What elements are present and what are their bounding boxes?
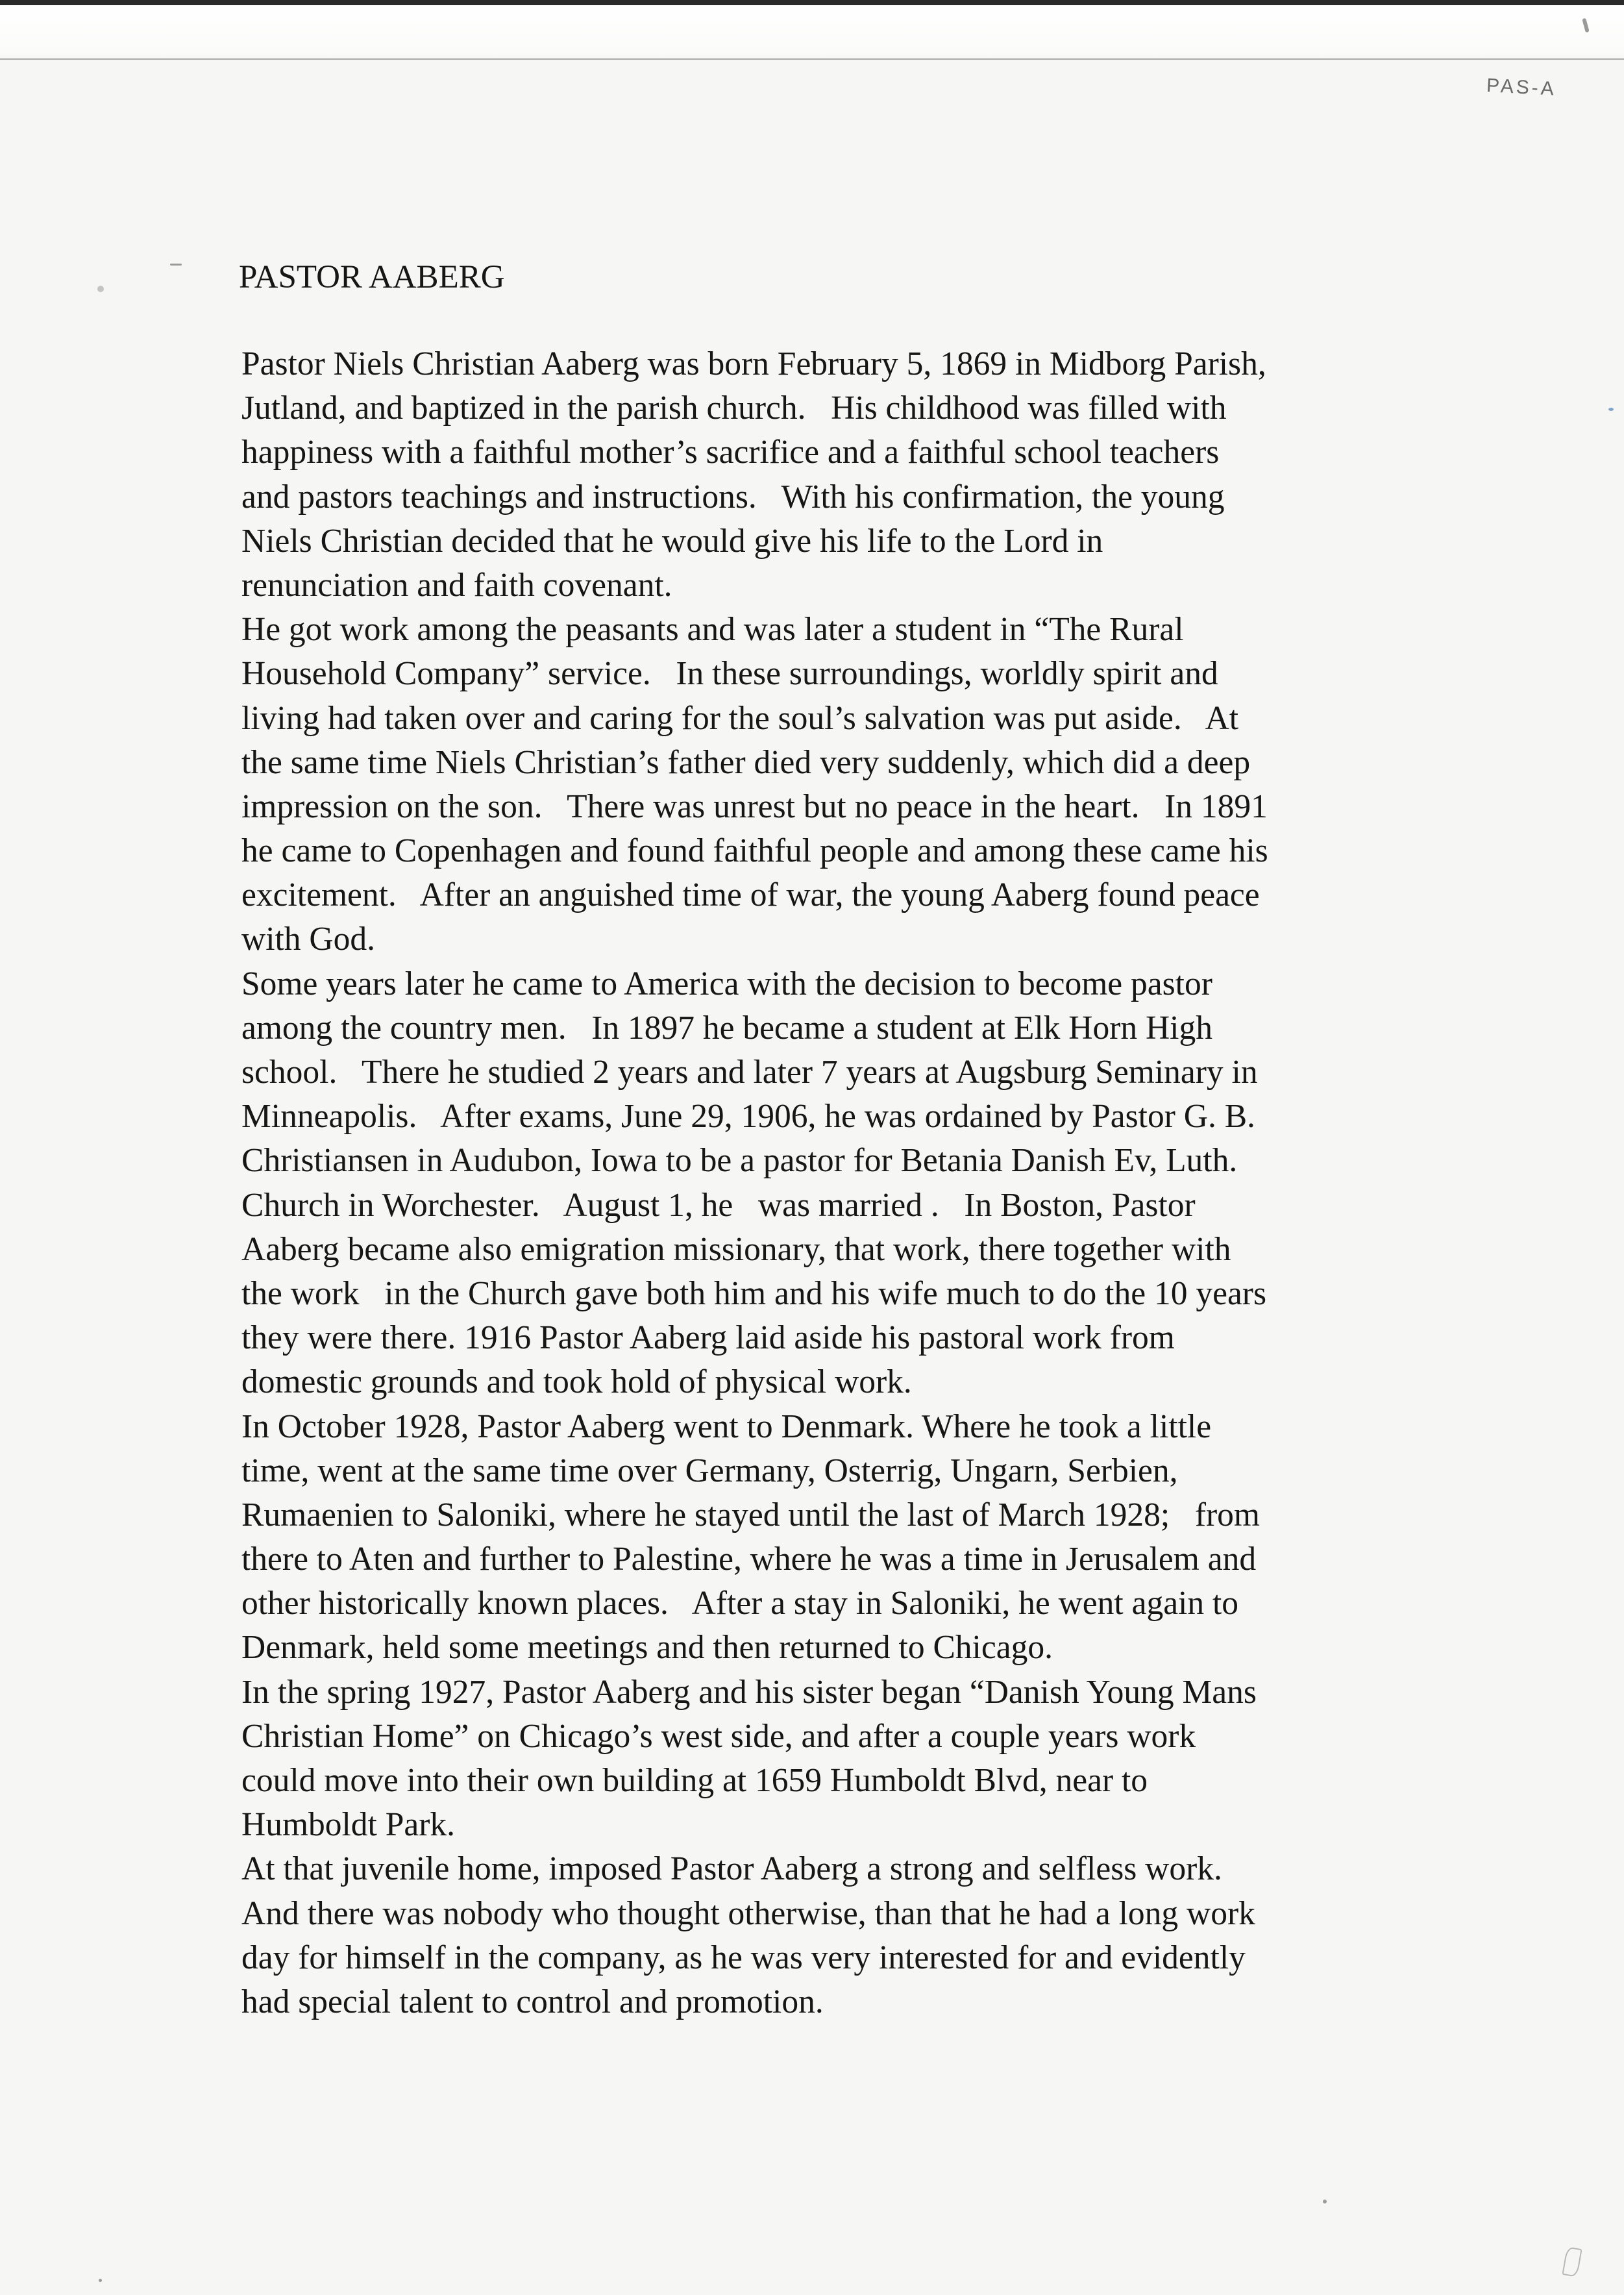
handwritten-corner-mark: PAS-A: [1486, 75, 1557, 100]
body-text-line: they were there. 1916 Pastor Aaberg laid aside his pastoral work from: [241, 1319, 1175, 1357]
scan-top-margin: [0, 0, 1624, 62]
scan-speck: [1562, 2246, 1582, 2277]
body-text-line: Christian Home” on Chicago’s west side, and after a couple years work: [241, 1717, 1196, 1755]
body-text-line: Rumaenien to Saloniki, where he stayed until the last of March 1928; from: [241, 1496, 1260, 1533]
body-text-line: In October 1928, Pastor Aaberg went to Denmark. Where he took a little: [241, 1408, 1212, 1445]
body-text-line: Minneapolis. After exams, June 29, 1906, he was ordained by Pastor G. B.: [241, 1098, 1255, 1135]
body-text-line: Humboldt Park.: [241, 1806, 456, 1844]
body-text-line: Church in Worchester. August 1, he was married . In Boston, Pastor: [241, 1186, 1196, 1224]
body-text-line: happiness with a faithful mother’s sacrifice and a faithful school teachers: [241, 434, 1220, 471]
body-text-line: Niels Christian decided that he would give his life to the Lord in: [241, 522, 1103, 560]
body-text-line: he came to Copenhagen and found faithful people and among these came his: [241, 832, 1268, 870]
body-text-line: He got work among the peasants and was later a student in “The Rural: [241, 611, 1184, 649]
scan-speck: [97, 286, 104, 292]
body-text-line: with God.: [241, 921, 375, 958]
body-text-line: excitement. After an anguished time of war, the young Aaberg found peace: [241, 876, 1260, 914]
body-text-line: Some years later he came to America with the decision to become pastor: [241, 965, 1212, 1002]
body-text-line: other historically known places. After a stay in Saloniki, he went again to: [241, 1585, 1239, 1622]
body-text-line: At that juvenile home, imposed Pastor Aaberg a strong and selfless work.: [241, 1850, 1222, 1888]
scan-speck: [1608, 408, 1614, 411]
body-text-line: Household Company” service. In these surroundings, worldly spirit and: [241, 655, 1218, 693]
body-text-line: among the country men. In 1897 he became a student at Elk Horn High: [241, 1009, 1212, 1047]
body-text-line: school. There he studied 2 years and later 7 years at Augsburg Seminary in: [241, 1054, 1258, 1091]
body-text-line: there to Aten and further to Palestine, where he was a time in Jerusalem and: [241, 1541, 1257, 1578]
scan-speck: [99, 2279, 102, 2282]
body-text-line: And there was nobody who thought otherwise, than that he had a long work: [241, 1894, 1255, 1932]
body-text-line: could move into their own building at 1659 Humboldt Blvd, near to: [241, 1762, 1148, 1799]
body-text-line: time, went at the same time over Germany, Osterrig, Ungarn, Serbien,: [241, 1452, 1178, 1489]
body-text-line: had special talent to control and promotion.: [241, 1983, 824, 2020]
body-text-line: living had taken over and caring for the soul’s salvation was put aside. At: [241, 699, 1239, 737]
scanner-edge: [0, 0, 1624, 5]
body-text-line: In the spring 1927, Pastor Aaberg and his sister began “Danish Young Mans: [241, 1673, 1257, 1711]
body-text-line: Jutland, and baptized in the parish church. His childhood was filled with: [241, 390, 1227, 427]
body-text-line: Pastor Niels Christian Aaberg was born February 5, 1869 in Midborg Parish,: [241, 345, 1266, 382]
scan-speck: [1323, 2200, 1327, 2203]
body-text-line: renunciation and faith covenant.: [241, 566, 672, 604]
body-text-line: Christiansen in Audubon, Iowa to be a pastor for Betania Danish Ev, Luth.: [241, 1142, 1238, 1180]
body-text-line: impression on the son. There was unrest but no peace in the heart. In 1891: [241, 788, 1268, 825]
scan-speck: [170, 264, 182, 266]
body-text-line: the same time Niels Christian’s father died very suddenly, which did a deep: [241, 743, 1251, 781]
page-title: PASTOR AABERG: [239, 259, 505, 295]
body-text-line: day for himself in the company, as he was very interested for and evidently: [241, 1939, 1246, 1976]
body-text-line: and pastors teachings and instructions. With his confirmation, the young: [241, 478, 1225, 515]
body-text-line: Denmark, held some meetings and then returned to Chicago.: [241, 1629, 1053, 1667]
page-top-edge-line: [0, 58, 1624, 60]
body-text-line: Aaberg became also emigration missionary, that work, there together with: [241, 1230, 1231, 1268]
body-text-line: the work in the Church gave both him and his wife much to do the 10 years: [241, 1274, 1266, 1312]
body-text-line: domestic grounds and took hold of physical work.: [241, 1363, 912, 1401]
document-body: [241, 342, 1462, 2024]
